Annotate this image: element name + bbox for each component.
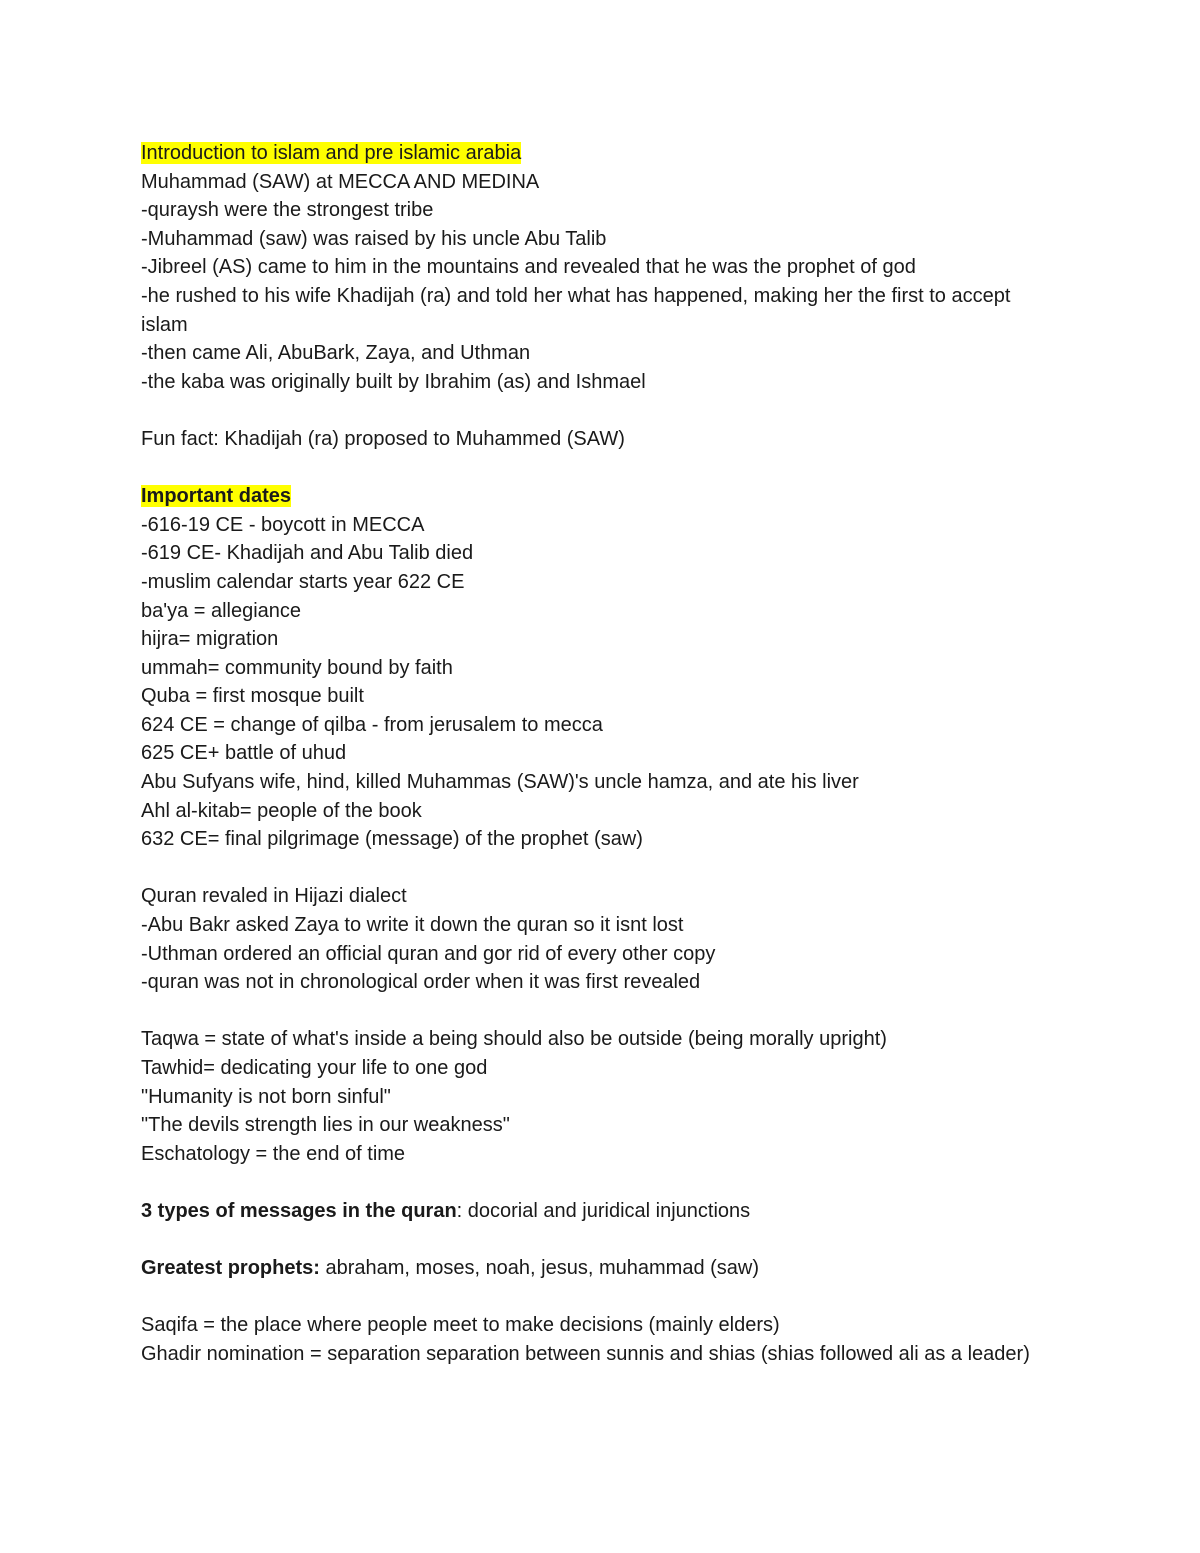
text-line: Quba = first mosque built	[141, 685, 364, 708]
text-line: -Abu Bakr asked Zaya to write it down the quran so it isnt lost	[141, 914, 684, 937]
blank-line	[141, 454, 1041, 483]
blank-line	[141, 854, 1041, 883]
text-line: -quran was not in chronological order when it was first revealed	[141, 971, 701, 994]
text-line: Saqifa = the place where people meet to make decisions (mainly elders)	[141, 1314, 780, 1337]
text-line: -then came Ali, AbuBark, Zaya, and Uthman	[141, 342, 531, 365]
blank-line	[141, 997, 1041, 1026]
fun-fact-line: Fun fact: Khadijah (ra) proposed to Muhammed (SAW)	[141, 427, 625, 450]
prophets-text: abraham, moses, noah, jesus, muhammad (saw)	[319, 1257, 760, 1280]
text-line: Ghadir nomination = separation separation between sunnis and shias (shias followed ali as a leader)	[141, 1342, 1030, 1365]
text-line: Taqwa = state of what's inside a being should also be outside (being morally upright)	[141, 1028, 887, 1051]
text-line: Eschatology = the end of time	[141, 1142, 406, 1165]
text-line: hijra= migration	[141, 628, 279, 651]
text-line: ba'ya = allegiance	[141, 599, 302, 622]
text-line: 632 CE= final pilgrimage (message) of the prophet (saw)	[141, 828, 643, 851]
text-line: -Muhammad (saw) was raised by his uncle Abu Talib	[141, 227, 607, 250]
blank-line	[141, 1283, 1041, 1312]
text-line: -quraysh were the strongest tribe	[141, 199, 434, 222]
text-line: -the kaba was originally built by Ibrahim (as) and Ishmael	[141, 370, 646, 393]
document-body	[141, 139, 1041, 1369]
text-line: -619 CE- Khadijah and Abu Talib died	[141, 542, 474, 565]
section-heading-intro	[141, 139, 1041, 168]
section-heading-dates	[141, 482, 1041, 511]
text-line: Muhammad (SAW) at MECCA AND MEDINA	[141, 170, 540, 193]
text-line: Abu Sufyans wife, hind, killed Muhammas (SAW)'s uncle hamza, and ate his liver	[141, 771, 859, 794]
text-line: -Uthman ordered an official quran and gor rid of every other copy	[141, 942, 716, 965]
messages-label: 3 types of messages in the quran	[141, 1199, 457, 1222]
text-line: -616-19 CE - boycott in MECCA	[141, 513, 425, 536]
text-line: 624 CE = change of qilba - from jerusalem to mecca	[141, 713, 603, 736]
prophets-label: Greatest prophets:	[141, 1257, 320, 1280]
text-line: Quran revaled in Hijazi dialect	[141, 885, 407, 908]
text-line: Ahl al-kitab= people of the book	[141, 799, 422, 822]
text-line: 625 CE+ battle of uhud	[141, 742, 347, 765]
prophets-line	[141, 1254, 1041, 1283]
text-line: -Jibreel (AS) came to him in the mountains and revealed that he was the prophet of god	[141, 256, 916, 279]
blank-line	[141, 1168, 1041, 1197]
messages-text: : docorial and juridical injunctions	[456, 1199, 751, 1222]
blank-line	[141, 396, 1041, 425]
messages-line	[141, 1197, 1041, 1226]
text-line: ummah= community bound by faith	[141, 656, 453, 679]
blank-line	[141, 1226, 1041, 1255]
text-line: -he rushed to his wife Khadijah (ra) and told her what has happened, making her the first to accept islam	[141, 284, 1011, 336]
text-line: "Humanity is not born sinful"	[141, 1085, 391, 1108]
text-line: -muslim calendar starts year 622 CE	[141, 570, 465, 593]
highlighted-heading: Important dates	[141, 485, 292, 508]
text-line: Tawhid= dedicating your life to one god	[141, 1057, 488, 1079]
text-line: "The devils strength lies in our weakness"	[141, 1114, 510, 1137]
highlighted-heading: Introduction to islam and pre islamic arabia	[141, 142, 522, 164]
